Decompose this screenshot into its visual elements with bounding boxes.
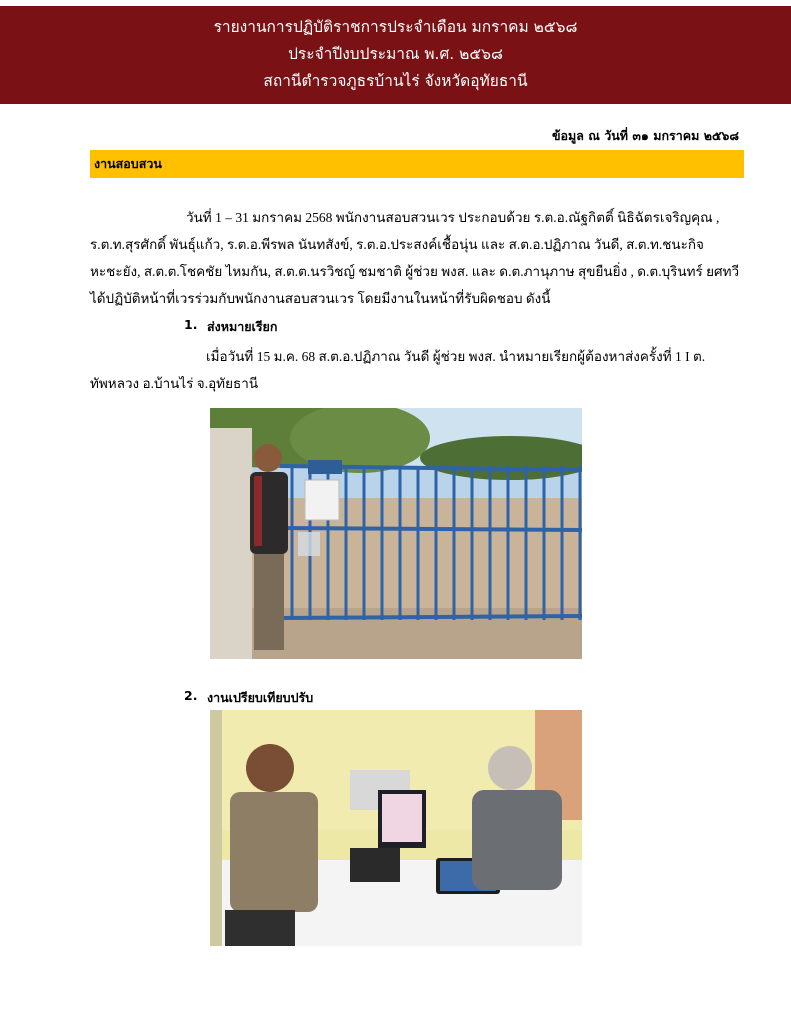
item-1-text-line-1: เมื่อวันที่ 15 ม.ค. 68 ส.ต.อ.ปฏิภาณ วันดี ผู้ช่วย พงส. นำหมายเรียกผู้ต้องหาส่งครั้งที่ 1 I ต.	[206, 349, 706, 364]
station-name: สถานีตำรวจภูธรบ้านไร่ จังหวัดอุทัยธานี	[263, 72, 528, 90]
paragraph-line-4: ได้ปฏิบัติหน้าที่เวรร่วมกับพนักงานสอบสวนเวร โดยมีงานในหน้าที่รับผิดชอบ ดังนี้	[90, 291, 551, 306]
data-as-of-date: ข้อมูล ณ วันที่ ๓๑ มกราคม ๒๕๖๘	[551, 128, 739, 143]
section-title-investigation: งานสอบสวน	[90, 150, 744, 178]
item-1-number: 1.	[184, 317, 198, 332]
warrant-delivery-photo	[210, 408, 582, 659]
paragraph-line-1: วันที่ 1 – 31 มกราคม 2568 พนักงานสอบสวนเวร ประกอบด้วย ร.ต.อ.ณัฐกิตติ์ นิธิฉัตรเจริญคุณ ,	[186, 210, 720, 225]
paragraph-line-2: ร.ต.ท.สุรศักดิ์ พันธุ์แก้ว, ร.ต.อ.พีรพล นันทสังข์, ร.ต.อ.ประสงค์เชื้อนุ่น และ ส.ต.อ.ปฏิภาณ วันดี, ส.ต.ท.ชนะกิจ	[90, 237, 704, 252]
paragraph-line-3: หะชะยัง, ส.ต.ต.โชคชัย ไหมกัน, ส.ต.ต.นรวิชญ์ ชมชาติ ผู้ช่วย พงส. และ ด.ต.ภานุภาษ สุขยืนยิ่ง , ด.ต.บุรินทร์ ยศทวี	[90, 264, 740, 279]
item-1-title: ส่งหมายเรียก	[207, 319, 278, 334]
item-2-title: งานเปรียบเทียบปรับ	[207, 690, 314, 705]
report-header-banner	[0, 6, 791, 104]
fine-settlement-photo	[210, 710, 582, 946]
item-2-number: 2.	[184, 688, 198, 703]
fiscal-year: ประจำปีงบประมาณ พ.ศ. ๒๕๖๘	[288, 45, 503, 63]
report-title: รายงานการปฏิบัติราชการประจำเดือน มกราคม ๒๕๖๘	[213, 18, 578, 36]
item-1-text-line-2: ทัพหลวง อ.บ้านไร่ จ.อุทัยธานี	[90, 376, 259, 391]
